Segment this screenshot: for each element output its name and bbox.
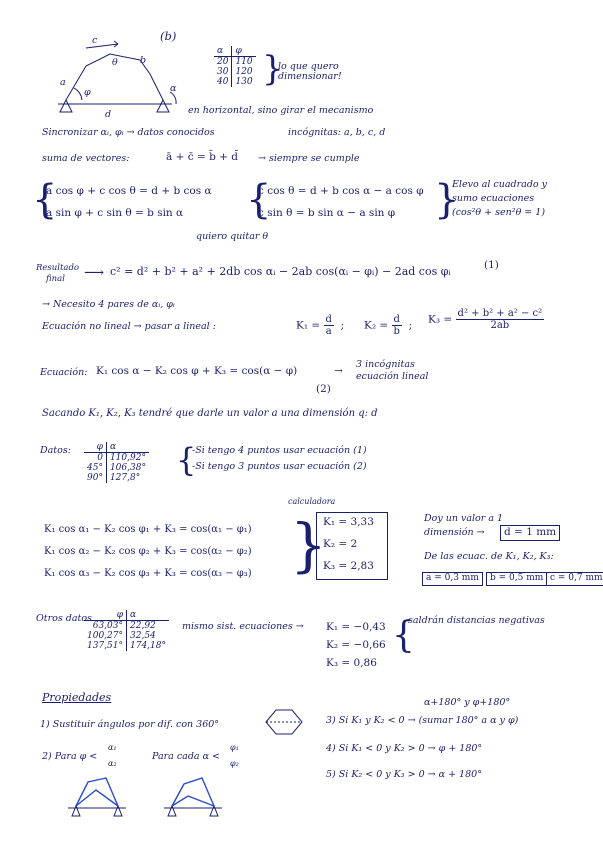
give-value-2: dimensión →	[424, 527, 485, 538]
system1-eq1: a cos φ + c cos θ = d + b cos α	[46, 185, 212, 197]
brace: {	[246, 177, 272, 223]
need-pairs: → Necesito 4 pares de αᵢ, φᵢ	[42, 299, 175, 310]
unknowns: incógnitas: a, b, c, d	[288, 127, 386, 138]
give-value-1: Doy un valor a 1	[424, 513, 504, 524]
table-cell: 100,27°	[84, 631, 127, 641]
system2-eq2: c sin θ = b sin α − a sin φ	[258, 207, 396, 219]
prop-2-sub-3: φ₁	[230, 743, 239, 752]
table-cell: 63,03°	[84, 621, 127, 632]
brace: {	[176, 441, 197, 479]
sync-line: Sincronizar αᵢ, φᵢ → datos conocidos	[42, 127, 215, 138]
vector-sum-label: suma de vectores:	[42, 153, 130, 164]
freud-eq: K₁ cos α − K₂ cos φ + K₃ = cos(α − φ)	[96, 365, 298, 377]
k3-result-2: K₃ = 0,86	[326, 657, 377, 669]
k1-label: K₁ =	[296, 319, 321, 332]
k1-def: K₁ = $\frac{d}{a}$ ;	[296, 314, 345, 337]
k1-num: d	[325, 314, 332, 325]
brace: }	[434, 177, 460, 223]
freud-label: Ecuación:	[40, 367, 88, 378]
system2-eq1: c cos θ = d + b cos α − a cos φ	[258, 185, 424, 197]
table-cell: 22,92	[130, 621, 156, 631]
table-cell: 110,92°	[109, 453, 146, 463]
table-cell: 110	[235, 57, 253, 67]
k3-den: 2ab	[490, 320, 510, 331]
table-header: α	[127, 610, 170, 621]
table-header: φ	[84, 610, 127, 621]
table-cell: 90°	[84, 473, 106, 483]
freud-note-2: ecuación lineal	[356, 371, 429, 382]
lin-eq-2: K₁ cos α₂ − K₂ cos φ₂ + K₃ = cos(α₂ − φ₂)	[44, 546, 252, 557]
prop-2-b: Para cada α <	[152, 751, 220, 762]
table-cell: 40	[214, 77, 232, 87]
square-note-1: Elevo al cuadrado y	[452, 179, 547, 190]
freud-note-1: 3 incógnitas	[356, 359, 415, 370]
prop-5: 5) Si K₂ < 0 y K₃ > 0 → α + 180°	[326, 769, 482, 780]
result-num: (1)	[484, 259, 499, 271]
k1-result: K₁ = 3,33	[323, 516, 374, 528]
square-note-3: (cos²θ + sen²θ = 1)	[452, 207, 546, 218]
arrow-icon: ⟶	[84, 265, 105, 281]
sacando: Sacando K₁, K₂, K₃ tendré que darle un valor a una dimensión q: d	[42, 408, 378, 419]
nonlinear-label: Ecuación no lineal → pasar a lineal :	[42, 321, 216, 332]
k1-den: a	[325, 326, 332, 337]
result-eq: c² = d² + b² + a² + 2db cos αᵢ − 2ab cos(αᵢ − φᵢ) − 2ad cos φᵢ	[110, 265, 451, 278]
brace: }	[290, 511, 327, 579]
k3-result: K₃ = 2,83	[323, 560, 374, 572]
otros-label: Otros datos	[36, 613, 92, 624]
system1-eq2: a sin φ + c sin θ = b sin α	[46, 207, 184, 219]
table-cell: 20	[214, 57, 232, 68]
table-cell: 32,54	[130, 631, 156, 641]
table-header: α	[106, 442, 149, 453]
table-cell: 120	[235, 67, 253, 77]
lin-eq-3: K₁ cos α₃ − K₂ cos φ₃ + K₃ = cos(α₃ − φ₃)	[44, 568, 252, 579]
datos-label: Datos:	[40, 445, 71, 456]
brace: {	[32, 177, 58, 223]
k2-num: d	[393, 314, 400, 325]
table-cell: 127,8°	[109, 473, 141, 483]
prop-title: Propiedades	[42, 691, 112, 704]
table-cell: 130	[235, 77, 253, 87]
freud-num: (2)	[316, 383, 331, 395]
top-note: lo que quero dimensionar!	[278, 61, 342, 83]
prop-2-a: 2) Para φ <	[42, 751, 98, 762]
prop-2-sub-2: α₂	[108, 759, 117, 768]
brace: {	[392, 615, 415, 656]
table-cell: 174,18°	[130, 641, 166, 651]
prop-3: 3) Si K₁ y K₂ < 0 → (sumar 180° a α y φ)	[326, 715, 519, 726]
table-header: φ	[232, 46, 256, 57]
prop-4: 4) Si K₁ < 0 y K₂ > 0 → φ + 180°	[326, 743, 483, 754]
k2-def: K₂ = $\frac{d}{b}$ ;	[364, 314, 413, 337]
label-theta: θ	[112, 57, 118, 68]
vector-sum-note: → siempre se cumple	[258, 153, 360, 164]
k3-num: d² + b² + a² − c²	[457, 308, 543, 319]
from-eqs: De las ecuac. de K₁, K₂, K₃:	[424, 551, 554, 562]
d-value: d = 1 mm	[500, 525, 560, 541]
table-cell: 106,38°	[109, 463, 146, 473]
table-cell: 137,51°	[84, 641, 127, 651]
dim-a: a = 0,3 mm	[422, 572, 483, 586]
same-system: mismo sist. ecuaciones →	[182, 621, 304, 632]
remove-theta: quiero quitar θ	[196, 231, 269, 242]
label-b: b	[140, 55, 147, 66]
vector-sum-eq: ā + c̄ = b̄ + d̄	[166, 151, 239, 163]
label-d: d	[105, 109, 112, 120]
result-label-2: final	[46, 274, 65, 284]
prop-2-sub-1: α₁	[108, 743, 117, 752]
dim-b: b = 0,5 mm	[486, 572, 547, 586]
table-header: φ	[84, 442, 106, 453]
prop-2-sub-4: φ₂	[230, 759, 239, 768]
table-cell: 45°	[84, 463, 106, 473]
label-phi: φ	[84, 87, 91, 98]
negative-note: saldrán distancias negativas	[408, 615, 545, 626]
label-a: a	[60, 77, 66, 88]
prop-1: 1) Sustituir ángulos por dif. con 360°	[40, 719, 220, 730]
table-header: α	[214, 46, 232, 57]
lin-eq-1: K₁ cos α₁ − K₂ cos φ₁ + K₃ = cos(α₁ − φ₁)	[44, 524, 252, 535]
square-note-2: sumo ecuaciones	[452, 193, 535, 204]
label-c: c	[92, 35, 98, 46]
brace: }	[262, 49, 284, 89]
k2-result-2: K₂ = −0,66	[326, 639, 386, 651]
k2-label: K₂ =	[364, 319, 389, 332]
section-label: (b)	[160, 29, 177, 43]
result-label-1: Resultado	[36, 263, 80, 273]
option-1: -Si tengo 4 puntos usar ecuación (1)	[192, 445, 367, 456]
k2-den: b	[393, 326, 400, 337]
label-alpha: α	[170, 83, 177, 94]
prop-3-top: α+180° y φ+180°	[424, 697, 511, 708]
k3-label: K₃ =	[428, 313, 453, 326]
k2-result: K₂ = 2	[323, 538, 358, 550]
k1-result-2: K₁ = −0,43	[326, 621, 386, 633]
arrow-icon: →	[334, 365, 343, 377]
table-cell: 0	[84, 453, 106, 464]
horizontal-note: en horizontal, sino girar el mecanismo	[188, 105, 374, 116]
table-cell: 30	[214, 67, 232, 77]
dim-c: c = 0,7 mm	[546, 572, 603, 586]
option-2: -Si tengo 3 puntos usar ecuación (2)	[192, 461, 367, 472]
calculator-label: calculadora	[288, 497, 336, 506]
